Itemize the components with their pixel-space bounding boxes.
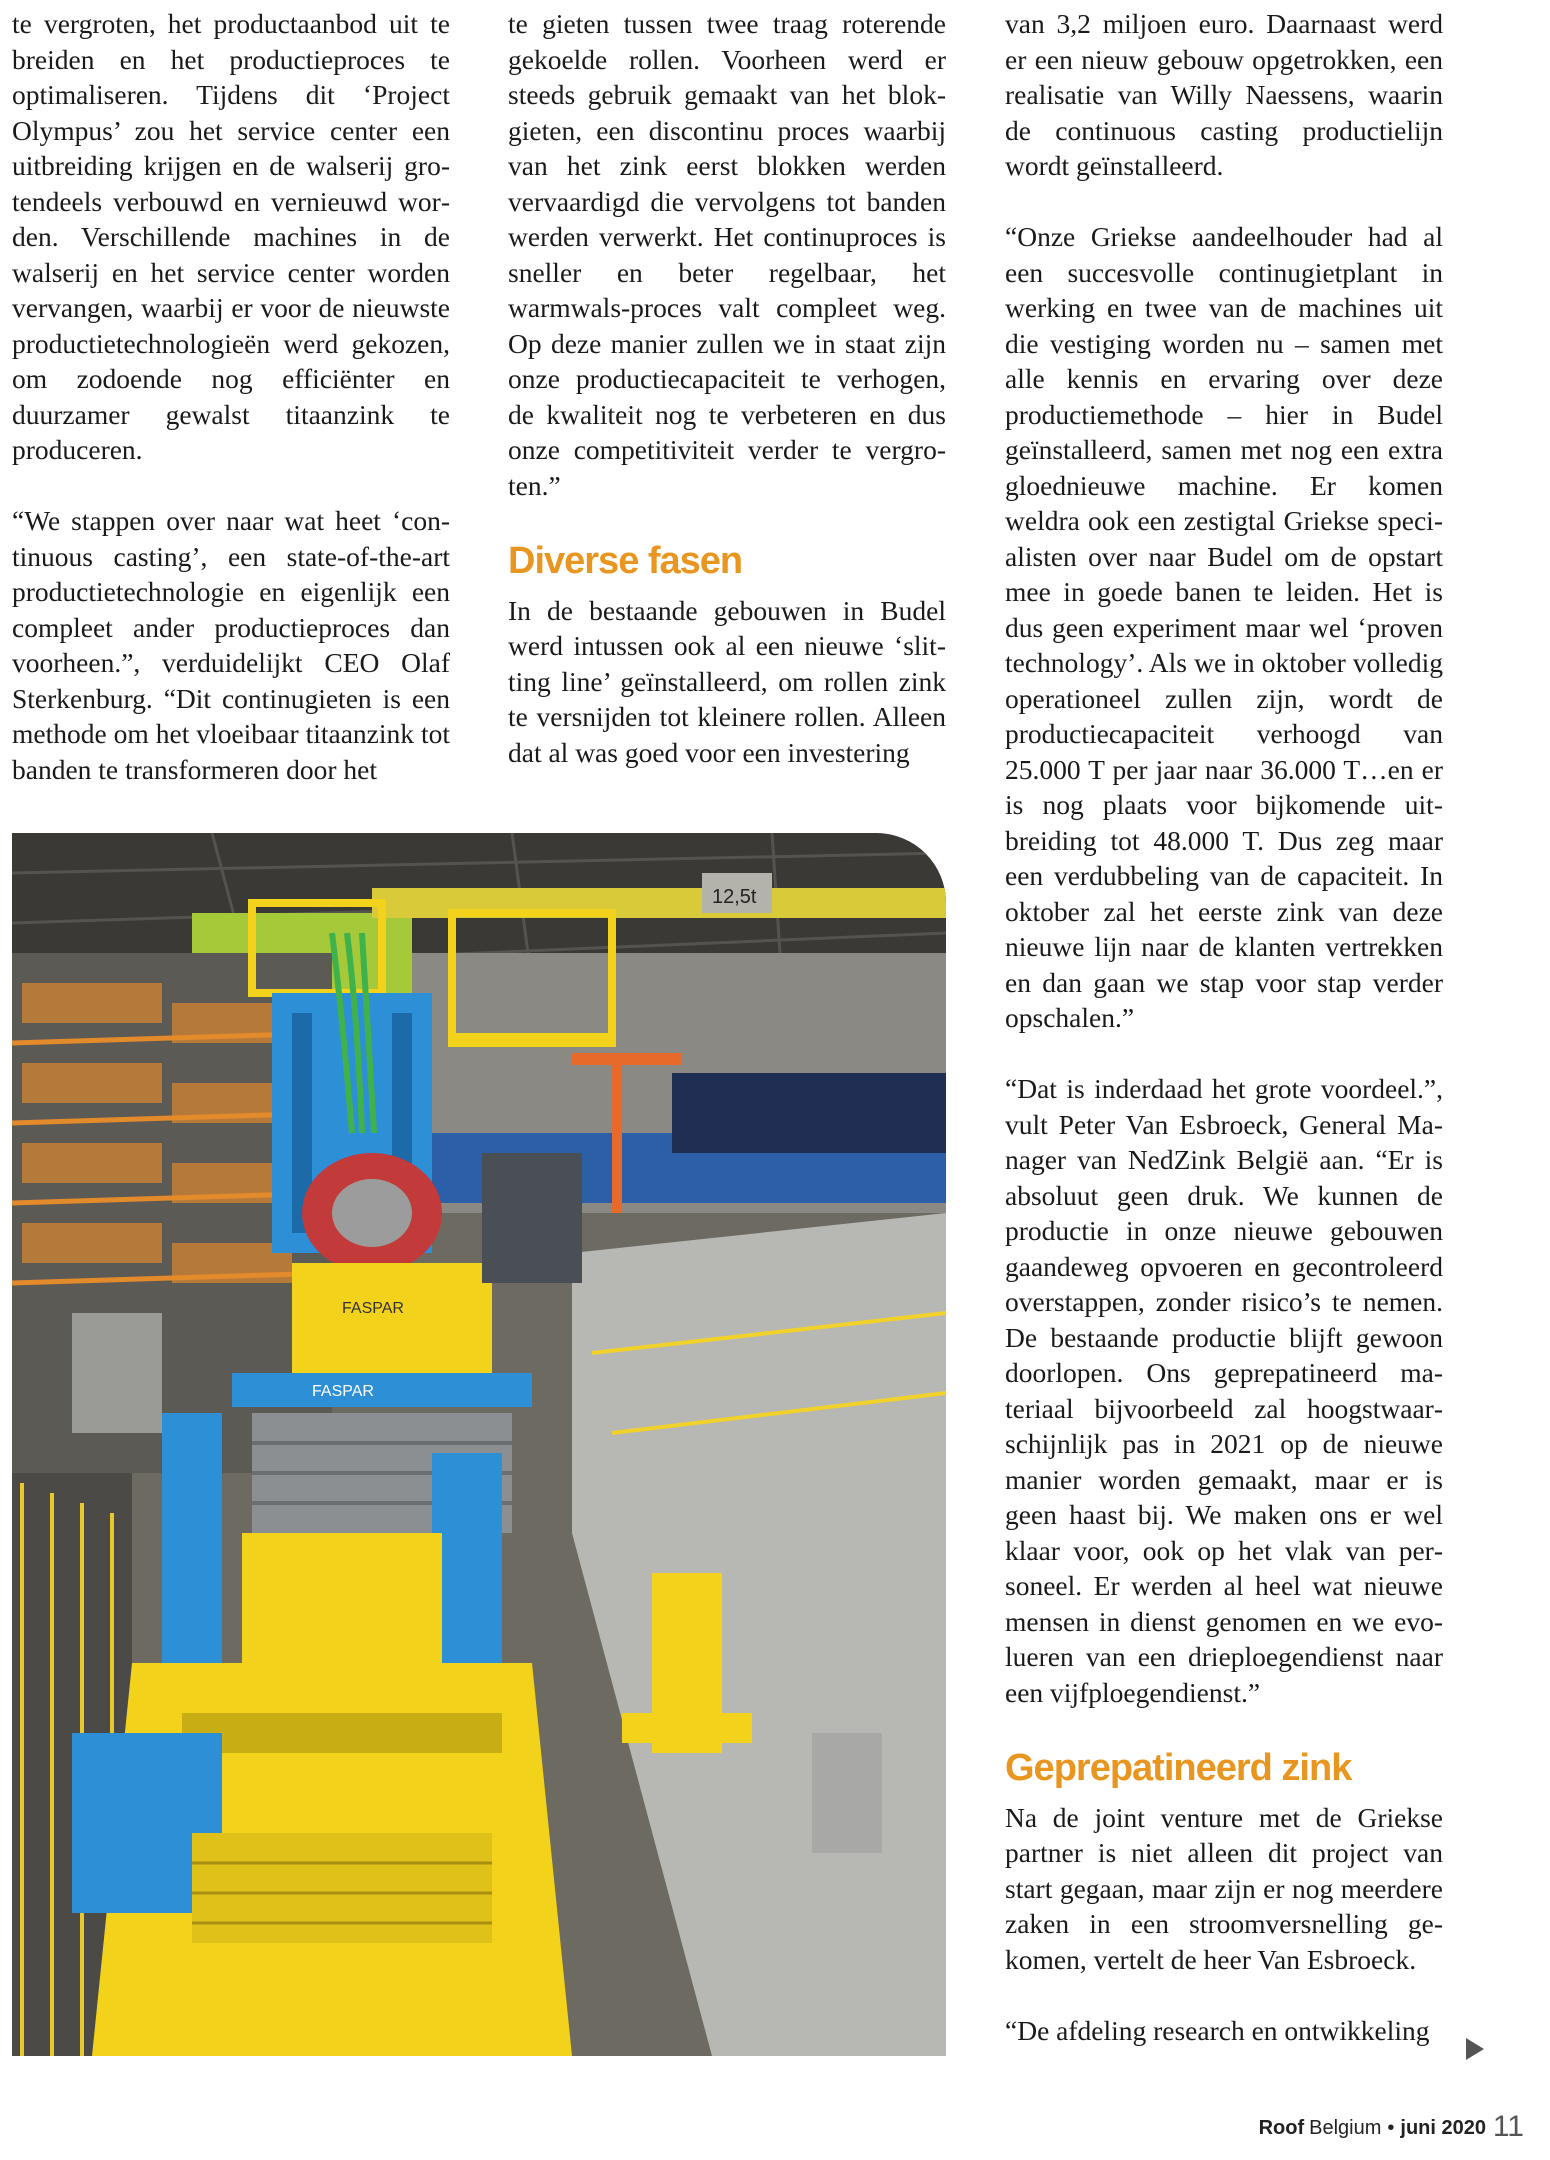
paragraph: “De afdeling research en ontwikkeling <box>1005 2014 1430 2046</box>
section-heading-diverse-fasen: Diverse fasen <box>508 539 743 582</box>
page-footer <box>1259 2117 1486 2140</box>
issue-date: juni 2020 <box>1400 2117 1486 2139</box>
paragraph: “Dat is inderdaad het grote voordeel.”, vult Peter Van Esbroeck, General Manager van NedZink België aan. “Er is absoluut geen druk. We kunnen de productie in onze nieuwe gebouwen gaandeweg opvoeren en gecontroleerd overstappen, zonder risico’s te nemen. De bestaande productie blijft gewoon doorlopen. Ons geprepatineerd materiaal bijvoorbeeld zal hoogstwaarschijnlijk pas in 2021 op de nieuwe manier worden gemaakt, maar er is geen haast bij. We maken ons er wel klaar voor, ook op het vlak van personeel. Er werden al heel wat nieuwe mensen in dienst genomen en we evolueren van een drieploegendienst naar een vijfploegendienst.” <box>1005 1073 1443 1708</box>
section-heading-geprepatineerd-zink: Geprepatineerd zink <box>1005 1746 1352 1789</box>
article-column-2 <box>508 6 946 806</box>
continue-arrow-icon <box>1466 2038 1484 2060</box>
paragraph: van 3,2 miljoen euro. Daarnaast werd er een nieuw gebouw opgetrokken, een realisatie van Willy Naessens, waarin de continuous casting productielijn wordt geïnstalleerd. <box>1005 8 1443 181</box>
article-column-3 <box>1005 6 1443 2084</box>
paragraph: “Onze Griekse aandeelhouder had al een succesvolle continugietplant in werking en twee van de machines uit die vestiging worden nu – samen met alle kennis en ervaring over deze productiemethode – hier in Budel geïnstalleerd, samen met nog een extra gloednieuwe machine. Er komen weldra ook een zestigtal Griekse specialisten over naar Budel om de opstart mee in goede banen te leiden. Het is dus geen experiment maar wel ‘proven technology’. Als we in oktober volledig operationeel zullen zijn, wordt de productiecapaciteit verhoogd van 25.000 T per jaar naar 36.000 T…en er is nog plaats voor bijkomende uitbreiding tot 48.000 T. Dus zeg maar een verdubbeling van de capaciteit. In oktober zal het eerste zink van deze nieuwe lijn naar de klanten vertrekken en dan gaan we stap voor stap verder opschalen.” <box>1005 221 1443 1033</box>
article-column-1 <box>12 6 450 823</box>
paragraph: “We stappen over naar wat heet ‘continuous casting’, een state-of-the-art productietechnologie en eigenlijk een compleet ander productieproces dan voorheen.”, verduidelijkt CEO Olaf Sterkenburg. “Dit continugieten is een methode om het vloeibaar titaanzink tot banden te transformeren door het <box>12 505 450 785</box>
page-number: 11 <box>1492 2110 1524 2143</box>
paragraph: Na de joint venture met de Griekse partner is niet alleen dit project van start gegaan, maar zijn er nog meerdere zaken in een stroomversnelling gekomen, vertelt de heer Van Esbroeck. <box>1005 1801 1443 1975</box>
footer-separator: • <box>1387 2117 1395 2139</box>
paragraph: In de bestaande gebouwen in Budel werd intussen ook al een nieuwe ‘slitting line’ geïnstalleerd, om rollen zink te versnijden tot kleinere rollen. Alleen dat al was goed voor een investering <box>508 594 946 768</box>
magazine-brand: Roof <box>1258 2117 1305 2139</box>
paragraph: te gieten tussen twee traag roterende gekoelde rollen. Voorheen werd er steeds gebruik gemaakt van het blokgieten, een discontinu proces waarbij van het zink eerst blokken werden vervaardigd die vervolgens tot banden werden verwerkt. Het continuproces is sneller en beter regelbaar, het warmwals-proces valt compleet weg. Op deze manier zullen we in staat zijn onze productiecapaciteit te verhogen, de kwaliteit nog te verbeteren en dus onze competitiviteit verder te vergroten.” <box>508 8 946 501</box>
crane-capacity-label: 12,5t <box>712 886 757 908</box>
machine-brand-label: FASPAR <box>342 1300 404 1317</box>
machine-brand-label: FASPAR <box>312 1383 374 1400</box>
paragraph: te vergroten, het productaanbod uit te breiden en het productieproces te optimaliseren. Tijdens dit ‘Project Olympus’ zou het service center een uitbreiding krijgen en de walserij grotendeels verbouwd en vernieuwd worden. Verschillende machines in de walserij en het service center worden vervangen, waarbij er voor de nieuwste productietechnologieën werd gekozen, om zodoende nog efficiënter en duurzamer gewalst titaanzink te produceren. <box>12 8 450 465</box>
magazine-edition: Belgium <box>1309 2117 1382 2139</box>
factory-production-line-photo <box>12 833 946 2056</box>
